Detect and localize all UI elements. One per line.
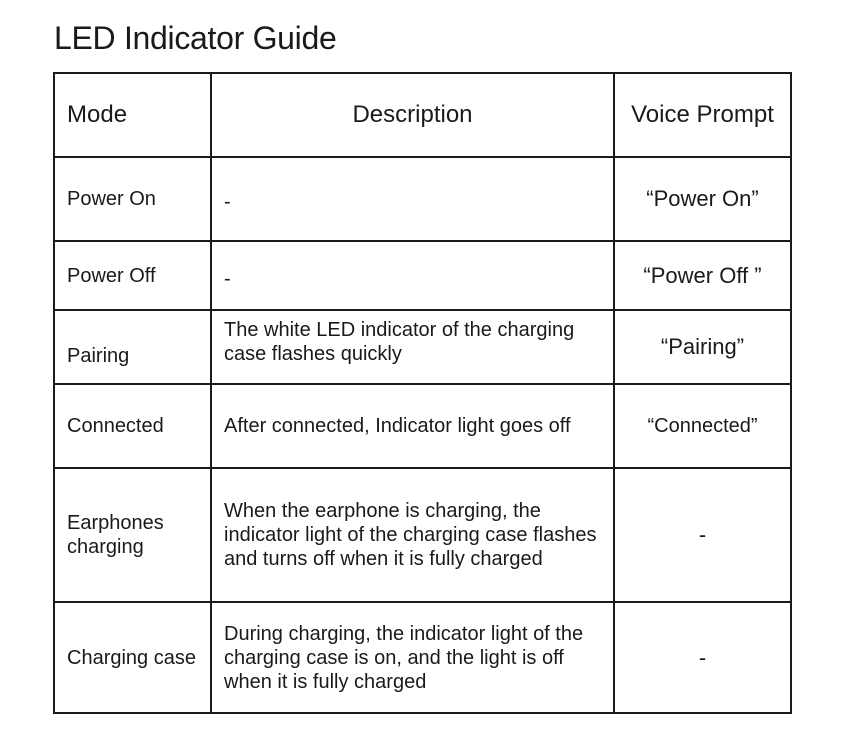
mode-cell: Connected [54,384,211,468]
description-cell [211,241,614,310]
voice-prompt-cell: “Power Off ” [614,241,791,310]
page-title: LED Indicator Guide [54,20,337,56]
description-text: - [224,191,231,213]
led-indicator-table [53,72,792,714]
mode-cell: Charging case [54,602,211,713]
description-text: The white LED indicator of the charging case flashes quickly [224,319,575,365]
table-row [54,310,791,384]
table-row [54,384,791,468]
table-row [54,241,791,310]
mode-cell: Power On [54,157,211,241]
mode-text: Pairing [67,345,130,367]
mode-cell: Power Off [54,241,211,310]
header-voice-prompt: Voice Prompt [614,73,791,157]
description-cell [211,157,614,241]
table-header-row [54,73,791,157]
voice-prompt-cell: “Pairing” [614,310,791,384]
description-cell: After connected, Indicator light goes off [211,384,614,468]
table-row [54,468,791,602]
description-cell [211,310,614,384]
mode-cell [54,310,211,384]
voice-prompt-cell: “Connected” [614,384,791,468]
description-text: - [224,267,231,290]
description-cell: When the earphone is charging, the indicator light of the charging case flashes and turns off when it is fully charged [211,468,614,602]
voice-prompt-cell: - [614,602,791,713]
table-row [54,157,791,241]
header-description: Description [211,73,614,157]
header-mode: Mode [54,73,211,157]
voice-prompt-cell: - [614,468,791,602]
description-cell: During charging, the indicator light of the charging case is on, and the light is off when it is fully charged [211,602,614,713]
voice-prompt-cell: “Power On” [614,157,791,241]
mode-cell: Earphones charging [54,468,211,602]
table-row [54,602,791,713]
